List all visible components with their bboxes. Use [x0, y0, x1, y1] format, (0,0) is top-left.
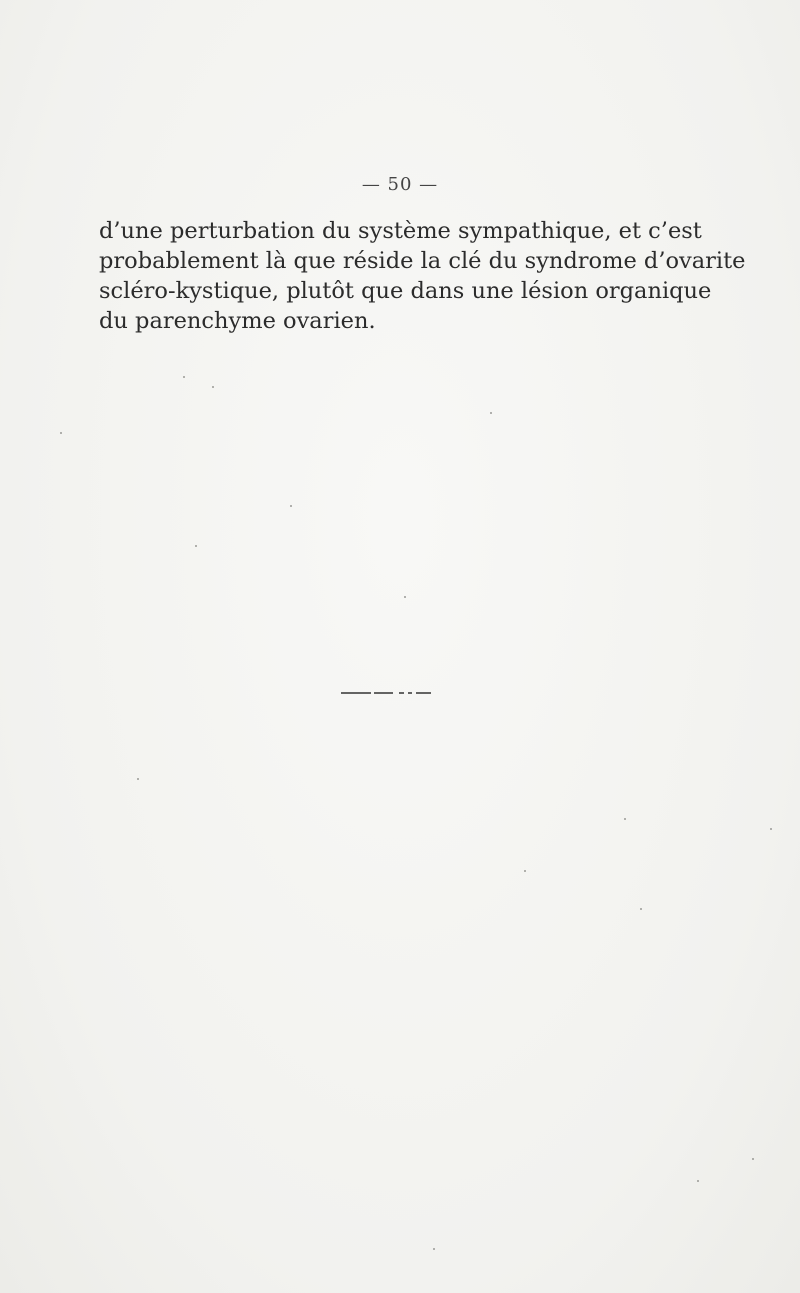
scan-speck [137, 778, 139, 780]
scan-speck [770, 828, 772, 830]
scan-speck [490, 412, 492, 414]
end-ornament-rule [341, 691, 431, 695]
scan-speck [697, 1180, 699, 1182]
scan-speck [183, 376, 185, 378]
page-number: — 50 — [361, 174, 439, 195]
body-paragraph [99, 216, 746, 336]
text-line: probablement là que réside la clé du syndrome d’ovarite [99, 248, 746, 274]
scan-speck [290, 505, 292, 507]
scan-speck [640, 908, 642, 910]
scan-speck [524, 870, 526, 872]
scan-speck [433, 1248, 435, 1250]
scan-speck [195, 545, 197, 547]
scan-speck [60, 432, 62, 434]
scan-speck [624, 818, 626, 820]
text-line: du parenchyme ovarien. [99, 308, 376, 334]
scan-speck [404, 596, 406, 598]
scan-speck [212, 386, 214, 388]
scan-speck [752, 1158, 754, 1160]
text-line: d’une perturbation du système sympathique, et c’est [99, 218, 702, 244]
text-line: scléro-kystique, plutôt que dans une lésion organique [99, 278, 712, 304]
